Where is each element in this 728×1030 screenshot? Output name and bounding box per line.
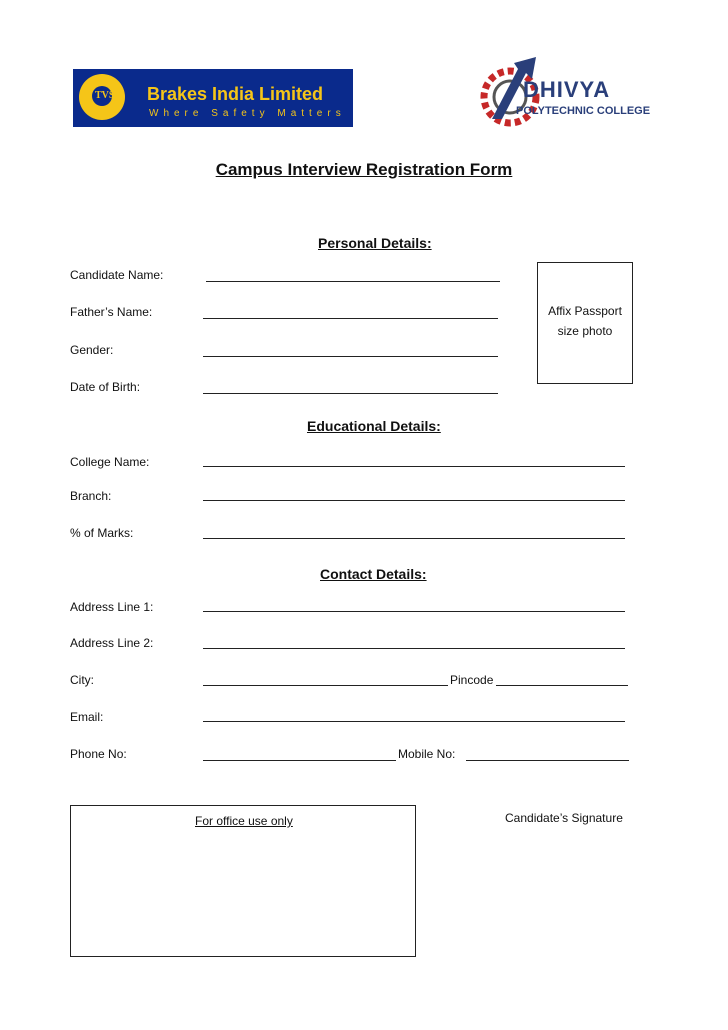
address2-label: Address Line 2: bbox=[70, 636, 154, 650]
pincode-field[interactable] bbox=[496, 685, 628, 686]
dhivya-subtitle: POLYTECHNIC COLLEGE bbox=[516, 105, 651, 117]
educational-details-heading: Educational Details: bbox=[307, 418, 441, 434]
brakes-india-name: Brakes India Limited bbox=[147, 84, 324, 104]
pincode-label: Pincode bbox=[450, 673, 494, 687]
dob-label: Date of Birth: bbox=[70, 380, 141, 394]
college-name-label: College Name: bbox=[70, 455, 150, 469]
dhivya-logo bbox=[478, 49, 678, 134]
city-label: City: bbox=[70, 673, 94, 687]
email-label: Email: bbox=[70, 710, 104, 724]
phone-label: Phone No: bbox=[70, 747, 127, 761]
phone-field[interactable] bbox=[203, 760, 396, 761]
contact-details-heading: Contact Details: bbox=[320, 566, 427, 582]
mobile-field[interactable] bbox=[466, 760, 629, 761]
dob-field[interactable] bbox=[203, 393, 498, 394]
marks-label: % of Marks: bbox=[70, 526, 134, 540]
office-use-label: For office use only bbox=[195, 814, 293, 828]
branch-label: Branch: bbox=[70, 489, 112, 503]
photo-box-label: Affix Passport size photo bbox=[548, 304, 622, 338]
address2-field[interactable] bbox=[203, 648, 625, 649]
mobile-label: Mobile No: bbox=[398, 747, 456, 761]
office-use-box bbox=[70, 805, 416, 957]
personal-details-heading: Personal Details: bbox=[318, 235, 432, 251]
gender-label: Gender: bbox=[70, 343, 114, 357]
dhivya-name: DHIVYA bbox=[523, 77, 611, 102]
candidate-name-label: Candidate Name: bbox=[70, 268, 164, 282]
address1-label: Address Line 1: bbox=[70, 600, 154, 614]
tvs-emblem-icon bbox=[79, 74, 125, 120]
candidate-signature-label: Candidate’s Signature bbox=[505, 811, 623, 825]
father-name-field[interactable] bbox=[203, 318, 498, 319]
college-name-field[interactable] bbox=[203, 466, 625, 467]
city-field[interactable] bbox=[203, 685, 448, 686]
marks-field[interactable] bbox=[203, 538, 625, 539]
brakes-india-tagline: Where Safety Matters bbox=[149, 108, 346, 119]
address1-field[interactable] bbox=[203, 611, 625, 612]
passport-photo-box[interactable] bbox=[537, 262, 633, 384]
father-name-label: Father’s Name: bbox=[70, 305, 153, 319]
tvs-mark: TVS bbox=[95, 90, 115, 101]
form-title: Campus Interview Registration Form bbox=[215, 160, 513, 179]
branch-field[interactable] bbox=[203, 500, 625, 501]
brakes-india-logo bbox=[73, 69, 353, 127]
gender-field[interactable] bbox=[203, 356, 498, 357]
candidate-name-field[interactable] bbox=[206, 281, 500, 282]
email-field[interactable] bbox=[203, 721, 625, 722]
